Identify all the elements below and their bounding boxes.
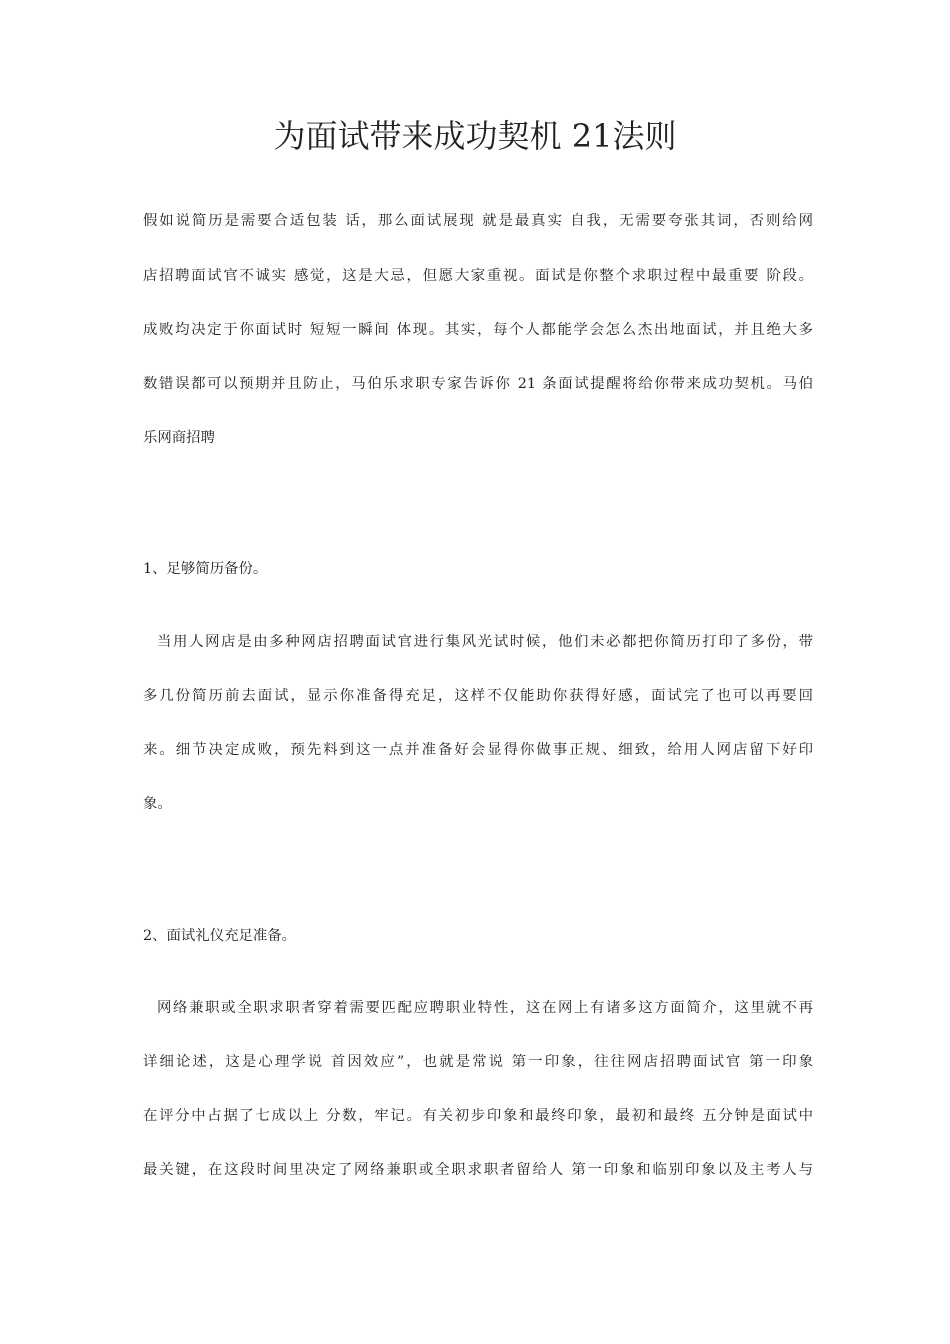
intro-line: 店招聘面试官不诚实 感觉，这是大忌，但愿大家重视。面试是你整个求职过程中最重要 阶段。 [143,268,813,284]
intro-line: 数错误都可以预期并且防止，马伯乐求职专家告诉你 21 条面试提醒将给你带来成功契机。马伯 [143,376,813,392]
paragraph-line: 来。细节决定成败，预先料到这一点并准备好会显得你做事正规、细致，给用人网店留下好印 [143,742,813,758]
paragraph-line: 当用人网店是由多种网店招聘面试官进行集风光试时候，他们未必都把你简历打印了多份，带 [157,634,813,650]
paragraph-line: 在评分中占据了七成以上 分数，牢记。有关初步印象和最终印象，最初和最终 五分钟是面试中 [143,1108,813,1124]
intro-line: 乐网商招聘 [143,430,215,446]
paragraph-line: 最关键，在这段时间里决定了网络兼职或全职求职者留给人 第一印象和临别印象以及主考人与 [143,1162,813,1178]
paragraph-line: 详细论述，这是心理学说 首因效应”，也就是常说 第一印象，往往网店招聘面试官 第一印象 [143,1054,813,1070]
paragraph-line: 多几份简历前去面试，显示你准备得充足，这样不仅能助你获得好感，面试完了也可以再要回 [143,688,813,704]
intro-line: 假如说简历是需要合适包装 话，那么面试展现 就是最真实 自我，无需要夸张其词，否则给网 [143,213,813,229]
document-title: 为面试带来成功契机 21法则 [273,117,677,155]
paragraph-line: 网络兼职或全职求职者穿着需要匹配应聘职业特性，这在网上有诸多这方面简介，这里就不再 [157,1000,813,1016]
section-heading: 2、面试礼仪充足准备。 [143,928,297,944]
paragraph-line: 象。 [143,796,172,812]
section-heading: 1、足够简历备份。 [143,561,268,577]
intro-line: 成败均决定于你面试时 短短一瞬间 体现。其实，每个人都能学会怎么杰出地面试，并且绝大多 [143,322,813,338]
